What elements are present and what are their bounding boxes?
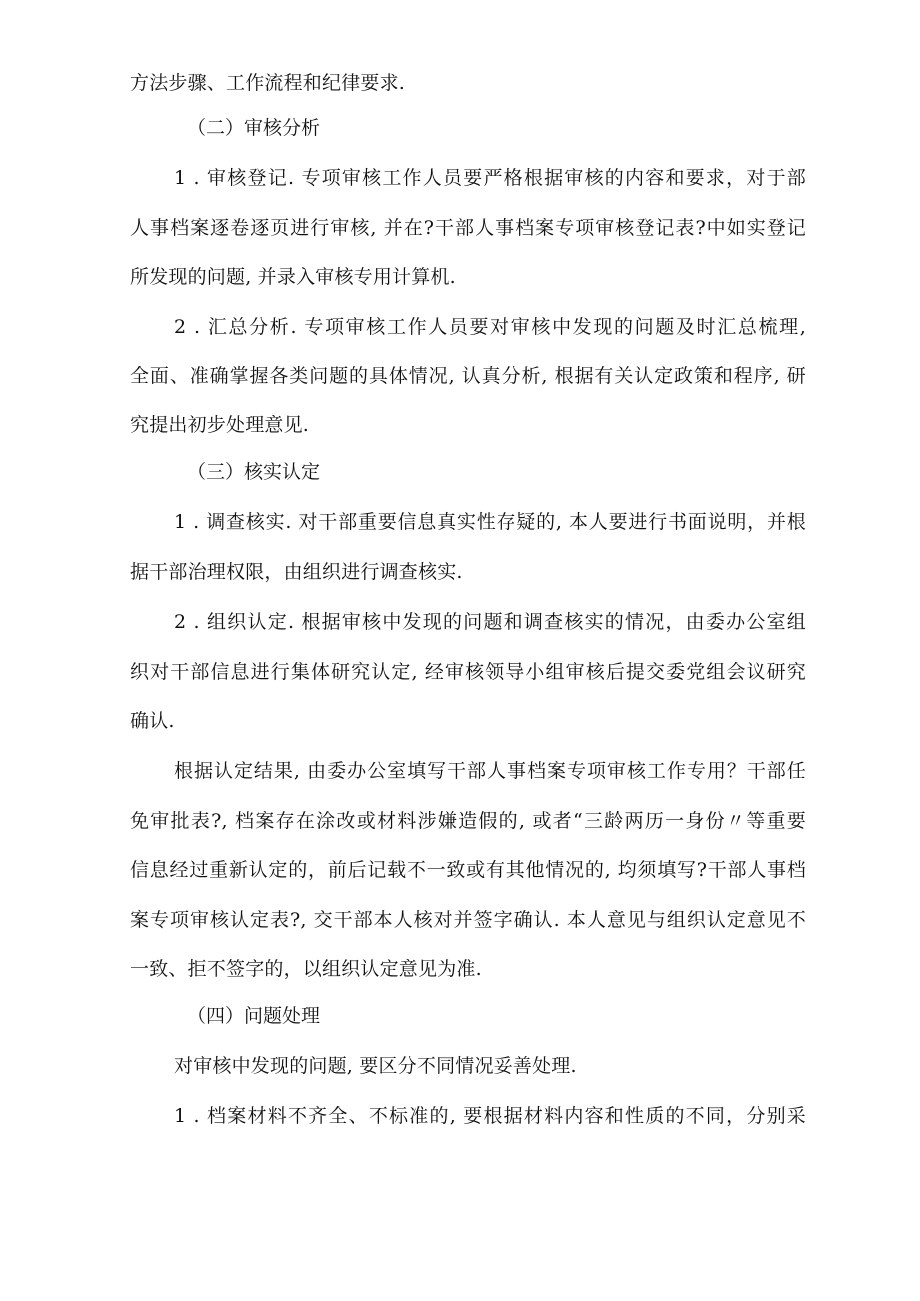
paragraph-line: 案专项审核认定表?, 交干部本人核对并签字确认. 本人意见与组织认定意见不 [130, 909, 806, 931]
paragraph-line: 究提出初步处理意见. [130, 414, 310, 436]
paragraph-line: 根据认定结果, 由委办公室填写干部人事档案专项审核工作专用？干部任 [174, 760, 806, 782]
paragraph-line: 据干部治理权限，由组织进行调查核实. [130, 561, 463, 583]
paragraph-line: 一致、拒不签字的，以组织认定意见为准. [130, 958, 482, 980]
paragraph-line: 织对干部信息进行集体研究认定, 经审核领导小组审核后提交委党组会议研究 [130, 661, 806, 683]
paragraph-line: 2 . 汇总分析. 专项审核工作人员要对审核中发现的问题及时汇总梳理, [174, 316, 806, 338]
paragraph-line: 1 . 档案材料不齐全、不标准的, 要根据材料内容和性质的不同，分别采 [174, 1105, 806, 1127]
paragraph-line: 全面、准确掌握各类问题的具体情况, 认真分析, 根据有关认定政策和程序, 研 [130, 365, 806, 387]
paragraph-line: 确认. [130, 710, 175, 732]
section-heading-3: （三）核实认定 [187, 461, 321, 483]
section-heading-2: （二）审核分析 [187, 117, 321, 139]
paragraph-line: 2 . 组织认定. 根据审核中发现的问题和调查核实的情况，由委办公室组 [174, 611, 806, 633]
paragraph-line: 免审批表?, 档案存在涂改或材料涉嫌造假的, 或者“三龄两历一身份〃等重要 [130, 810, 806, 832]
paragraph-line: 1 . 审核登记. 专项审核工作人员要严格根据审核的内容和要求，对于部 [174, 167, 806, 189]
section-heading-4: （四）问题处理 [187, 1005, 321, 1027]
paragraph-line: 方法步骤、工作流程和纪律要求. [130, 72, 406, 94]
paragraph-line: 人事档案逐卷逐页进行审核, 并在?干部人事档案专项审核登记表?中如实登记 [130, 217, 806, 239]
paragraph-line: 所发现的问题, 并录入审核专用计算机. [130, 266, 456, 288]
paragraph-line: 对审核中发现的问题, 要区分不同情况妥善处理. [174, 1055, 577, 1077]
paragraph-line: 1 . 调查核实. 对干部重要信息真实性存疑的, 本人要进行书面说明，并根 [174, 511, 806, 533]
paragraph-line: 信息经过重新认定的，前后记载不一致或有其他情况的, 均须填写?干部人事档 [130, 859, 806, 881]
